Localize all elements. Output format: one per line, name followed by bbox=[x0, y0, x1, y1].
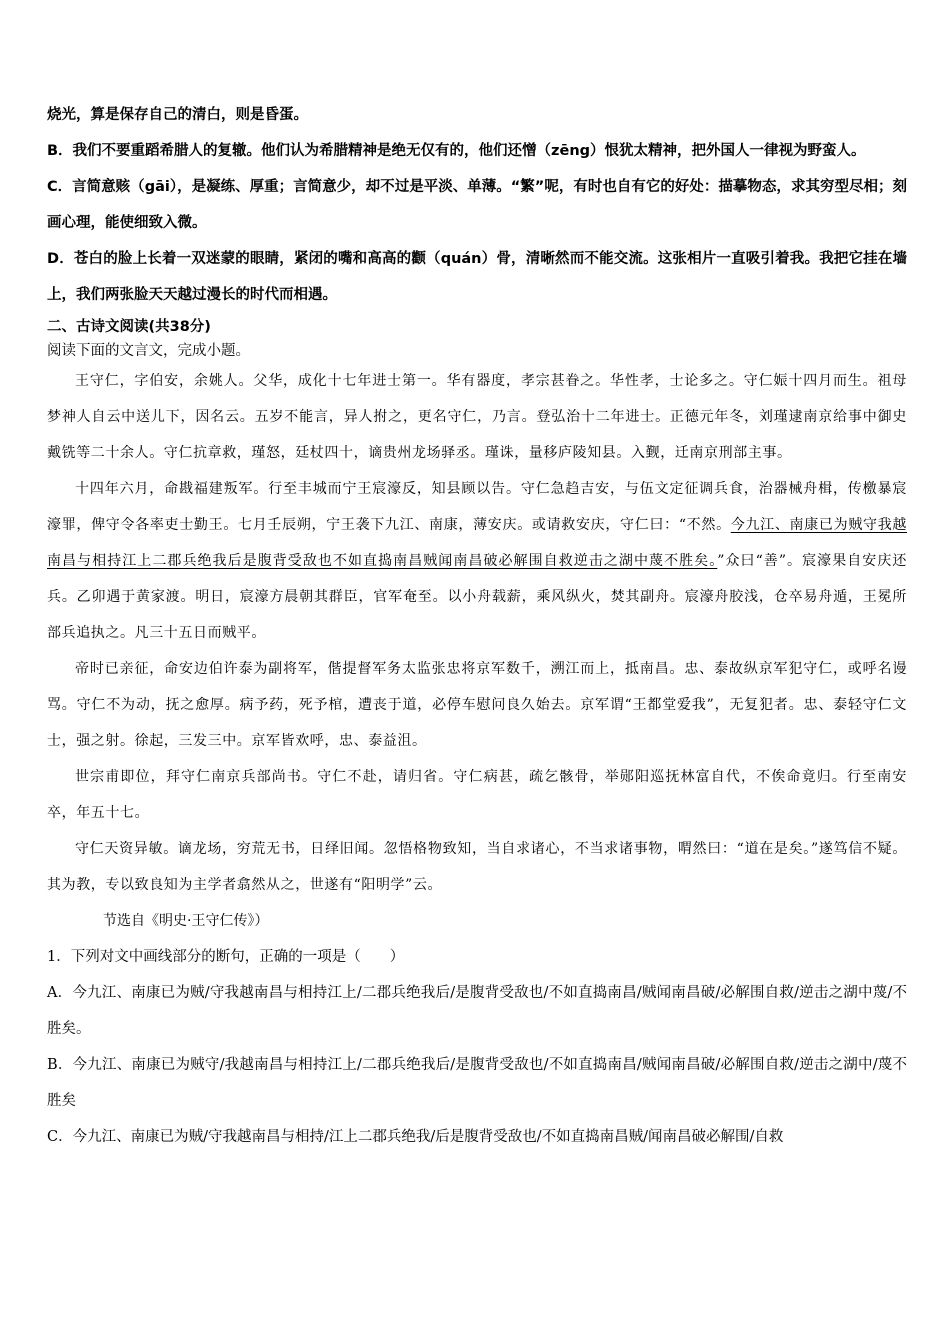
option-d: D．苍白的脸上长着一双迷蒙的眼睛，紧闭的嘴和高高的颧（quán）骨，清晰然而不能交流。这张相片一直吸引着我。我把它挂在墙上，我们两张脸天天越过漫长的时代而相遇。 bbox=[47, 251, 907, 303]
question-1-option-a: A．今九江、南康已为贼/守我越南昌与相持江上/二郡兵绝我后/是腹背受敌也/不如直捣南昌/贼闻南昌破/必解围自救/逆击之湖中蔑/不胜矣。 bbox=[47, 985, 907, 1037]
question-1 bbox=[47, 939, 907, 1155]
question-1-option-b: B．今九江、南康已为贼守/我越南昌与相持江上/二郡兵绝我后/是腹背受敌也/不如直捣南昌/贼闻南昌破/必解围自救/逆击之湖中/蔑不胜矣 bbox=[47, 1057, 907, 1109]
passage-paragraph-3: 帝时已亲征，命安边伯许泰为副将军，偕提督军务太监张忠将京军数千，溯江而上，抵南昌。忠、泰故纵京军犯守仁，或呼名谩骂。守仁不为动，抚之愈厚。病予药，死予棺，遭丧于道，必停车慰问良久始去。京军谓“王都堂爱我”，无复犯者。忠、泰轻守仁文士，强之射。徐起，三发三中。京军皆欢呼，忠、泰益沮。 bbox=[47, 661, 907, 749]
question-1-stem: 1．下列对文中画线部分的断句，正确的一项是（ ） bbox=[47, 949, 405, 965]
section-title: 二、古诗文阅读(共38分) bbox=[47, 319, 211, 335]
option-a-continuation: 烧光，算是保存自己的清白，则是昏蛋。 bbox=[47, 107, 308, 123]
question-1-option-c: C．今九江、南康已为贼/守我越南昌与相持/江上二郡兵绝我/后是腹背受敌也/不如直捣南昌贼/闻南昌破必解围/自救 bbox=[47, 1129, 784, 1145]
passage-paragraph-5: 守仁天资异敏。谪龙场，穷荒无书，日绎旧闻。忽悟格物致知，当自求诸心，不当求诸事物，喟然曰：“道在是矣。”遂笃信不疑。其为教，专以致良知为主学者翕然从之，世遂有“阳明学”云。 bbox=[47, 841, 907, 893]
option-b: B．我们不要重蹈希腊人的复辙。他们认为希腊精神是绝无仅有的，他们还憎（zēng）恨犹太精神，把外国人一律视为野蛮人。 bbox=[47, 143, 866, 159]
passage-paragraph-2-start: 十四年六月，命戡福建叛军。行至丰城而宁王宸濠反，知县顾以告。守仁急趋吉安，与伍文定征调兵食，治器械舟楫，传檄暴宸濠罪，俾守令各率吏士勤王。七月壬辰朔，宁王袭下九江、南康，薄安庆。或请救安庆，守仁曰：“不然。 bbox=[47, 481, 907, 533]
passage-paragraph-2-end: ”众曰“善”。宸濠果自安庆还兵。乙卯遇于黄家渡。明日，宸濠方晨朝其群臣，官军奄至。以小舟载薪，乘风纵火，焚其副舟。宸濠舟胶浅，仓卒易舟遁，王冕所部兵追执之。凡三十五日而贼平。 bbox=[47, 553, 908, 641]
passage-paragraph-1: 王守仁，字伯安，余姚人。父华，成化十七年进士第一。华有器度，孝宗甚眷之。华性孝，士论多之。守仁娠十四月而生。祖母梦神人自云中送儿下，因名云。五岁不能言，异人拊之，更名守仁，乃言。登弘治十二年进士。正德元年冬，刘瑾逮南京给事中御史戴铣等二十余人。守仁抗章救，瑾怒，廷杖四十，谪贵州龙场驿丞。瑾诛，量移庐陵知县。入觐，迁南京刑部主事。 bbox=[47, 373, 907, 461]
option-c: C．言简意赅（gāi），是凝练、厚重；言简意少，却不过是平淡、单薄。“繁”呢，有时也自有它的好处：描摹物态，求其穷型尽相；刻画心理，能使细致入微。 bbox=[47, 179, 907, 231]
previous-question-options bbox=[47, 97, 907, 313]
passage-source: 节选自《明史·王守仁传》） bbox=[103, 913, 269, 929]
passage-paragraph-4: 世宗甫即位，拜守仁南京兵部尚书。守仁不赴，请归省。守仁病甚，疏乞骸骨，举郧阳巡抚林富自代，不俟命竟归。行至南安卒，年五十七。 bbox=[47, 769, 907, 821]
document-page bbox=[47, 97, 907, 1155]
underlined-sentence: 今九江、南康已为贼守我越南昌与相持江上二郡兵绝我后是腹背受敌也不如直捣南昌贼闻南昌破必解围自救逆击之湖中蔑不胜矣。 bbox=[47, 517, 907, 569]
classical-passage bbox=[47, 363, 907, 903]
section-instruction: 阅读下面的文言文，完成小题。 bbox=[47, 343, 250, 359]
passage-paragraph-2 bbox=[47, 471, 907, 651]
